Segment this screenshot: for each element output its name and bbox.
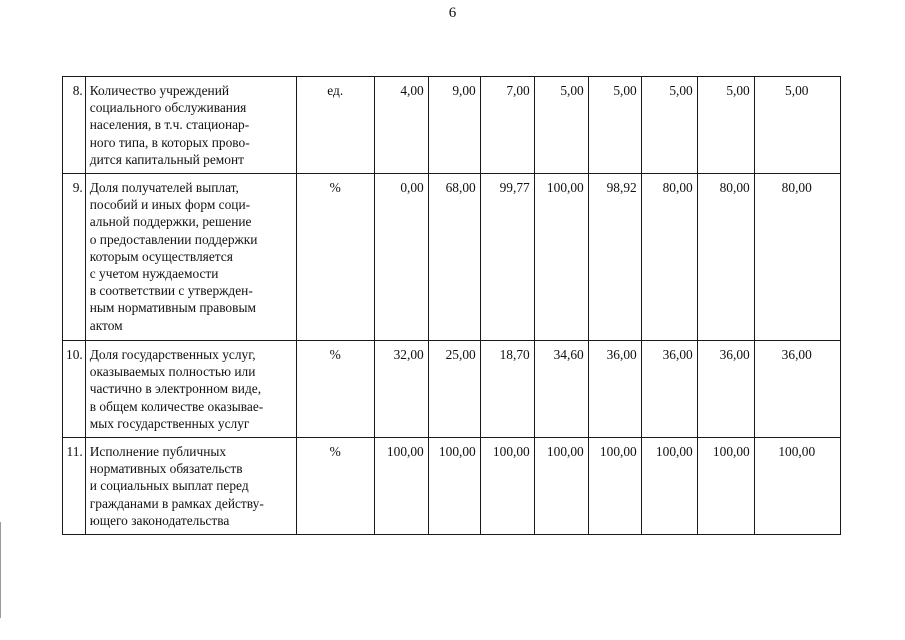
- row-number: 8.: [63, 77, 86, 174]
- value-cell: 36,00: [641, 341, 697, 438]
- value-cell: 34,60: [534, 341, 588, 438]
- scan-edge-mark: [0, 522, 1, 618]
- row-number: 9.: [63, 174, 86, 341]
- value-cell: 32,00: [374, 341, 428, 438]
- value-cell: 36,00: [588, 341, 641, 438]
- row-number: 10.: [63, 341, 86, 438]
- value-cell: 4,00: [374, 77, 428, 174]
- table-row: [63, 438, 841, 535]
- value-cell: 5,00: [534, 77, 588, 174]
- indicator-name: Количество учреждений социального обслуживания населения, в т.ч. стационар- ного типа, в которых прово- дится капитальный ремонт: [85, 77, 296, 174]
- value-cell: 5,00: [641, 77, 697, 174]
- table-row: [63, 174, 841, 341]
- unit-cell: %: [296, 438, 374, 535]
- value-cell: 80,00: [754, 174, 840, 341]
- value-cell: 100,00: [588, 438, 641, 535]
- value-cell: 80,00: [697, 174, 754, 341]
- value-cell: 100,00: [534, 438, 588, 535]
- value-cell: 68,00: [428, 174, 480, 341]
- value-cell: 0,00: [374, 174, 428, 341]
- table-row: [63, 77, 841, 174]
- unit-cell: %: [296, 174, 374, 341]
- unit-cell: %: [296, 341, 374, 438]
- value-cell: 80,00: [641, 174, 697, 341]
- value-cell: 5,00: [697, 77, 754, 174]
- page-number: 6: [448, 5, 457, 21]
- value-cell: 98,92: [588, 174, 641, 341]
- value-cell: 5,00: [754, 77, 840, 174]
- value-cell: 36,00: [697, 341, 754, 438]
- value-cell: 100,00: [534, 174, 588, 341]
- value-cell: 100,00: [428, 438, 480, 535]
- value-cell: 99,77: [480, 174, 534, 341]
- row-number: 11.: [63, 438, 86, 535]
- value-cell: 100,00: [480, 438, 534, 535]
- value-cell: 7,00: [480, 77, 534, 174]
- unit-cell: ед.: [296, 77, 374, 174]
- value-cell: 9,00: [428, 77, 480, 174]
- value-cell: 100,00: [754, 438, 840, 535]
- value-cell: 100,00: [641, 438, 697, 535]
- indicators-table: [62, 76, 841, 535]
- indicator-name: Доля получателей выплат, пособий и иных форм соци- альной поддержки, решение о предоставлении поддержки которым осуществляется с учетом нуждаемости в соответствии с утвержден- ным нормативным правовым актом: [85, 174, 296, 341]
- indicator-name: Исполнение публичных нормативных обязательств и социальных выплат перед гражданами в рамках действу- ющего законодательства: [85, 438, 296, 535]
- table-row: [63, 341, 841, 438]
- value-cell: 100,00: [697, 438, 754, 535]
- value-cell: 5,00: [588, 77, 641, 174]
- indicator-name: Доля государственных услуг, оказываемых полностью или частично в электронном виде, в общем количестве оказывае- мых государственных услуг: [85, 341, 296, 438]
- value-cell: 18,70: [480, 341, 534, 438]
- value-cell: 25,00: [428, 341, 480, 438]
- value-cell: 100,00: [374, 438, 428, 535]
- value-cell: 36,00: [754, 341, 840, 438]
